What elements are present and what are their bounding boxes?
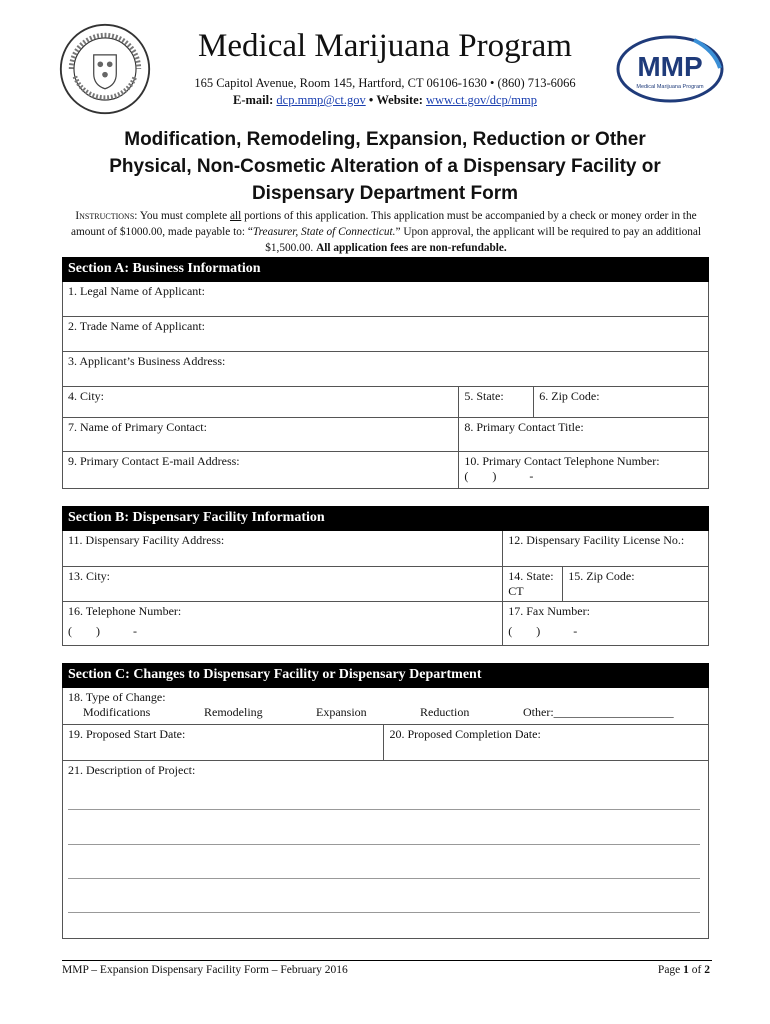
page-prefix: Page — [657, 964, 684, 976]
facility-state-label: 14. State: — [508, 569, 554, 583]
instructions-payee: Treasurer, State of Connecticut. — [252, 226, 396, 238]
business-address-field[interactable]: 3. Applicant’s Business Address: — [63, 352, 709, 387]
instructions — [62, 208, 710, 256]
instructions-text: portions of this application. This application must be accompanied by a check or money order in the amount of $1000.00, made payable to: “ — [70, 210, 697, 238]
description-line — [68, 809, 700, 810]
city-field[interactable]: 4. City: — [63, 387, 459, 418]
section-b-table — [62, 506, 709, 646]
email-label: E-mail: — [233, 93, 274, 107]
section-c-header: Section C: Changes to Dispensary Facility or Dispensary Department — [63, 664, 709, 688]
option-remodeling[interactable]: Remodeling — [204, 705, 263, 719]
facility-zip-field[interactable]: 15. Zip Code: — [563, 567, 709, 602]
primary-email-field[interactable]: 9. Primary Contact E-mail Address: — [63, 452, 459, 489]
instructions-text: ” Upon approval, the applicant will be required to pay an additional $1,500.00. — [265, 226, 702, 254]
facility-license-field[interactable]: 12. Dispensary Facility License No.: — [503, 531, 709, 567]
instructions-all: all — [230, 210, 242, 222]
website-label: Website: — [376, 93, 423, 107]
title-line-3: Dispensary Department Form — [251, 183, 519, 204]
facility-phone-field[interactable] — [63, 602, 503, 646]
page-current: 1 — [683, 964, 689, 976]
zip-field[interactable]: 6. Zip Code: — [534, 387, 709, 418]
title-line-2: Physical, Non-Cosmetic Alteration of a Dispensary Facility or — [109, 156, 661, 177]
option-expansion[interactable]: Expansion — [316, 705, 367, 719]
facility-address-field[interactable]: 11. Dispensary Facility Address: — [63, 531, 503, 567]
facility-state-field[interactable] — [503, 567, 563, 602]
page-total: 2 — [704, 964, 710, 976]
primary-phone-label: 10. Primary Contact Telephone Number: — [464, 454, 660, 468]
state-field[interactable]: 5. State: — [459, 387, 534, 418]
page-number — [600, 964, 710, 976]
proposed-completion-date-field[interactable]: 20. Proposed Completion Date: — [384, 725, 709, 761]
option-other[interactable]: Other:____________________ — [523, 705, 674, 719]
project-description-field[interactable]: 21. Description of Project: — [63, 761, 709, 939]
page-mid: of — [688, 964, 705, 976]
mmp-logo — [616, 34, 724, 104]
option-modifications[interactable]: Modifications — [83, 705, 151, 719]
phone-mask: ( ) - — [464, 469, 534, 483]
primary-phone-field[interactable] — [459, 452, 709, 489]
instructions-text: : You must complete — [134, 210, 230, 222]
description-line — [68, 878, 700, 879]
instructions-label: Instructions — [75, 210, 135, 222]
fax-mask: ( ) - — [508, 624, 578, 638]
facility-state-value: CT — [508, 584, 524, 598]
facility-fax-field[interactable] — [503, 602, 709, 646]
section-a-header: Section A: Business Information — [63, 258, 709, 282]
facility-fax-label: 17. Fax Number: — [508, 604, 590, 618]
description-line — [68, 844, 700, 845]
legal-name-field[interactable]: 1. Legal Name of Applicant: — [63, 282, 709, 317]
primary-contact-field[interactable]: 7. Name of Primary Contact: — [63, 418, 459, 452]
primary-contact-title-field[interactable]: 8. Primary Contact Title: — [459, 418, 709, 452]
footer-divider — [62, 960, 712, 961]
program-title: Medical Marijuana Program — [198, 28, 572, 64]
facility-phone-label: 16. Telephone Number: — [68, 604, 182, 618]
type-of-change-field — [63, 688, 709, 725]
facility-city-field[interactable]: 13. City: — [63, 567, 503, 602]
email-link[interactable]: dcp.mmp@ct.gov — [276, 93, 366, 107]
option-reduction[interactable]: Reduction — [420, 705, 470, 719]
phone-mask: ( ) - — [68, 624, 137, 638]
proposed-start-date-field[interactable]: 19. Proposed Start Date: — [63, 725, 384, 761]
type-of-change-label: 18. Type of Change: — [68, 690, 166, 704]
trade-name-field[interactable]: 2. Trade Name of Applicant: — [63, 317, 709, 352]
instructions-nonrefundable: All application fees are non-refundable. — [316, 242, 507, 254]
contact-line — [160, 93, 610, 108]
svg-text:Medical Marijuana Program: Medical Marijuana Program — [636, 84, 704, 90]
dcp-seal-logo — [58, 22, 152, 116]
program-address: 165 Capitol Avenue, Room 145, Hartford, CT 06106-1630 • (860) 713-6066 — [194, 76, 576, 90]
section-b-header: Section B: Dispensary Facility Information — [63, 507, 709, 531]
footer-form-id: MMP – Expansion Dispensary Facility Form – February 2016 — [62, 964, 348, 976]
separator: • — [368, 93, 374, 107]
svg-text:MMP: MMP — [637, 51, 703, 82]
description-line — [68, 912, 700, 913]
section-a-table — [62, 257, 709, 489]
form-title — [60, 126, 710, 207]
website-link[interactable]: www.ct.gov/dcp/mmp — [426, 93, 537, 107]
section-c-table — [62, 663, 709, 939]
title-line-1: Modification, Remodeling, Expansion, Reduction or Other — [124, 129, 646, 150]
